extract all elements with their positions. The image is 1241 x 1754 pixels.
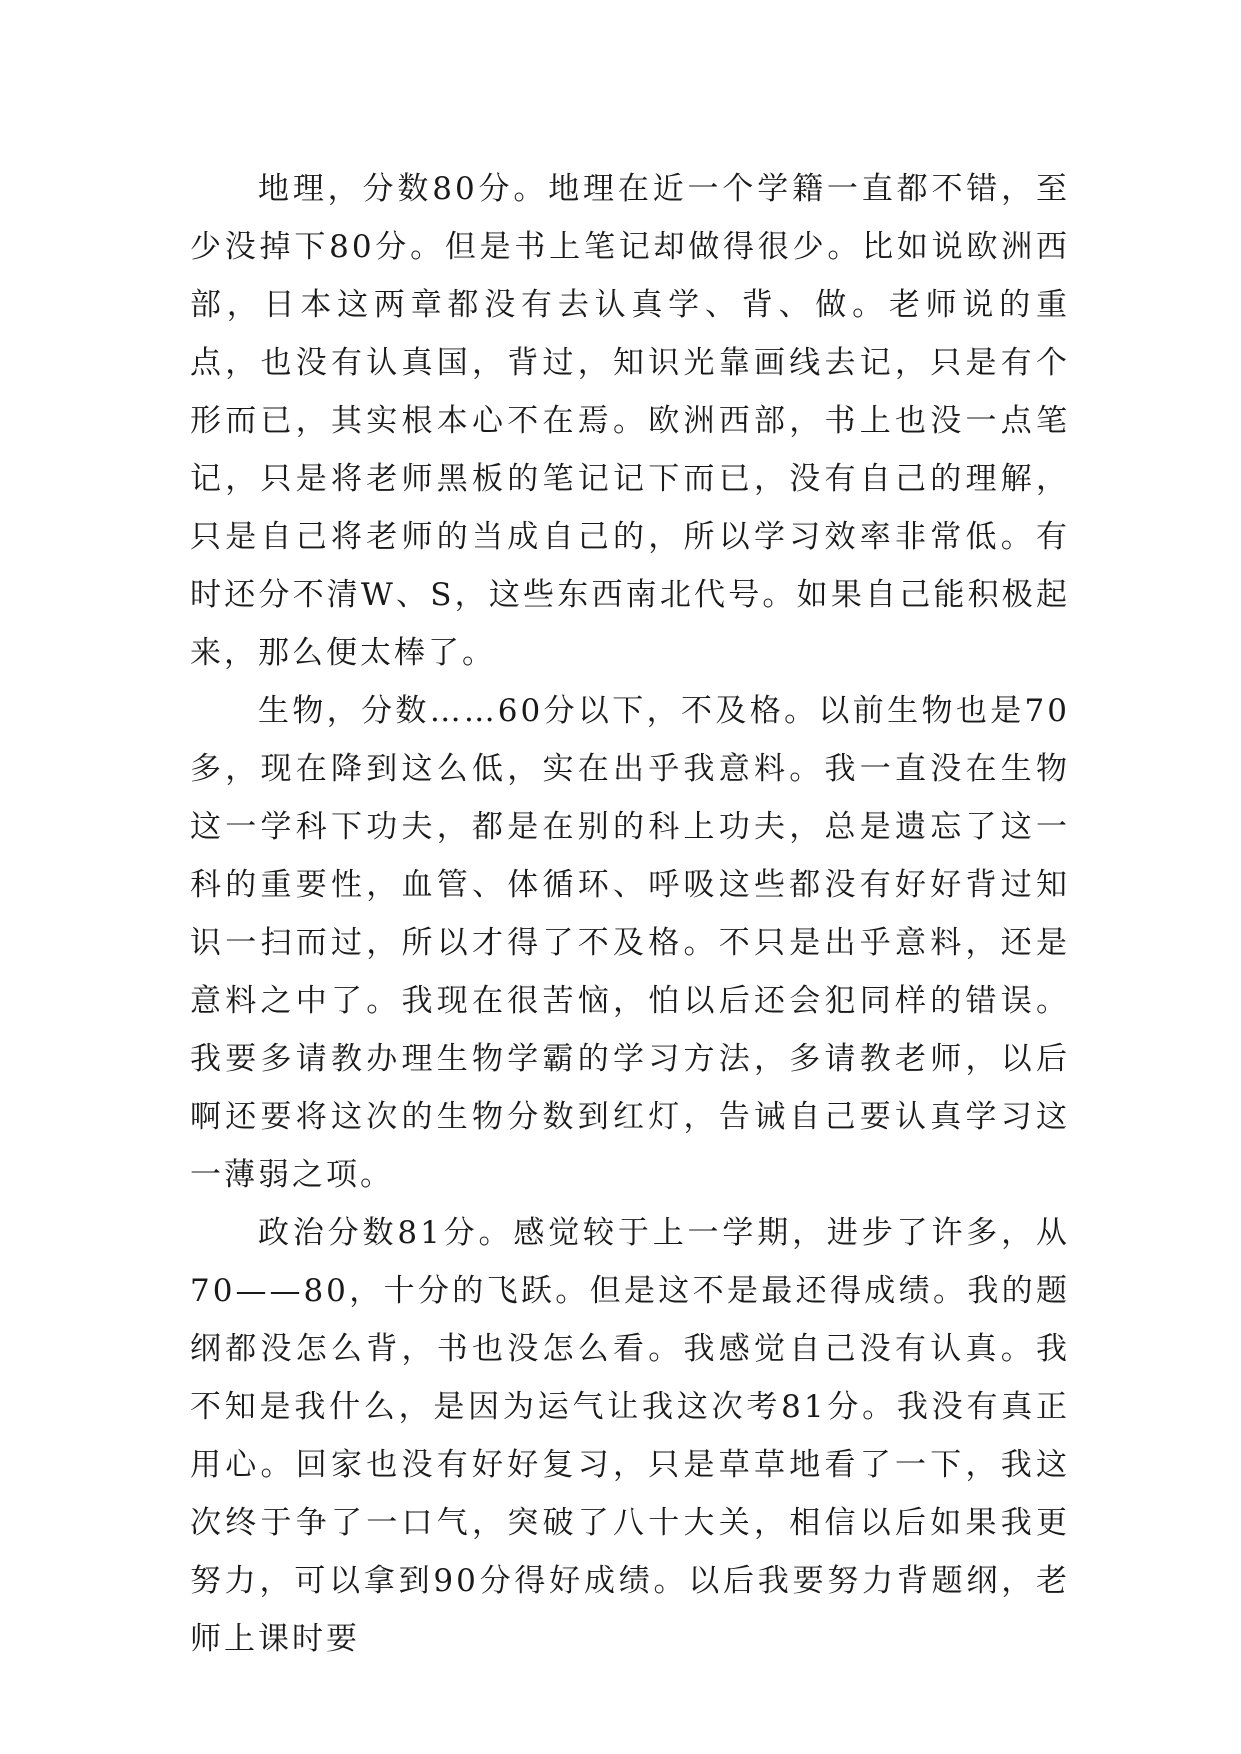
paragraph-politics: 政治分数81分。感觉较于上一学期，进步了许多，从70——80，十分的飞跃。但是这不是最还得成绩。我的题纲都没怎么背，书也没怎么看。我感觉自己没有认真。我不知是我什么，是因为运气让我这次考81分。我没有真正用心。回家也没有好好复习，只是草草地看了一下，我这次终于争了一口气，突破了八十大关，相信以后如果我更努力，可以拿到90分得好成绩。以后我要努力背题纲，老师上课时要 [190, 1215, 1070, 1657]
paragraph-geography: 地理，分数80分。地理在近一个学籍一直都不错，至少没掉下80分。但是书上笔记却做得很少。比如说欧洲西部，日本这两章都没有去认真学、背、做。老师说的重点，也没有认真国，背过，知识光靠画线去记，只是有个形而已，其实根本心不在焉。欧洲西部，书上也没一点笔记，只是将老师黑板的笔记记下而已，没有自己的理解，只是自己将老师的当成自己的，所以学习效率非常低。有时还分不清W、S，这些东西南北代号。如果自己能积极起来，那么便太棒了。 [190, 171, 1070, 671]
body-text [190, 160, 1070, 1668]
paragraph-biology: 生物，分数……60分以下，不及格。以前生物也是70多，现在降到这么低，实在出乎我意料。我一直没在生物这一学科下功夫，都是在别的科上功夫，总是遗忘了这一科的重要性，血管、体循环、呼吸这些都没有好好背过知识一扫而过，所以才得了不及格。不只是出乎意料，还是意料之中了。我现在很苦恼，怕以后还会犯同样的错误。我要多请教办理生物学霸的学习方法，多请教老师，以后啊还要将这次的生物分数到红灯，告诫自己要认真学习这一薄弱之项。 [190, 693, 1070, 1193]
